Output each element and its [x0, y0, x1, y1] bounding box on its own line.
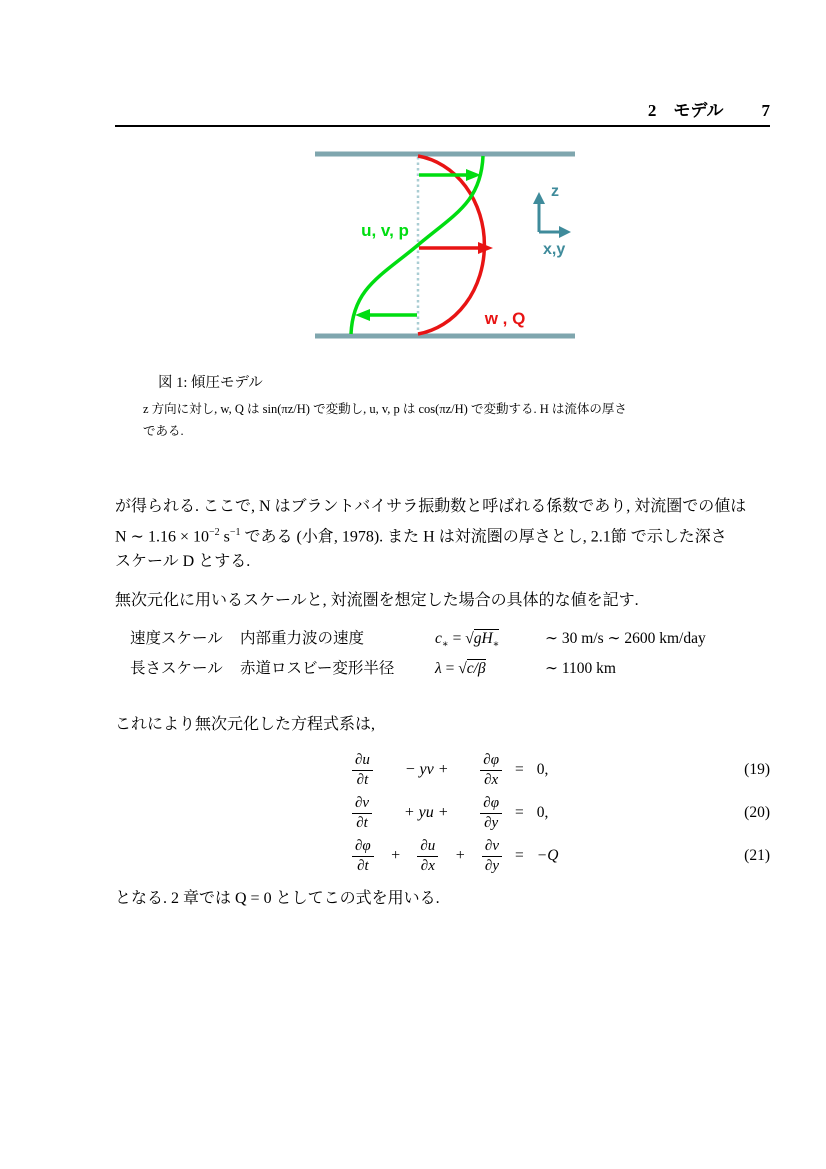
equation-rhs: 0,	[536, 761, 549, 778]
radicand	[473, 629, 500, 651]
caption-text-line1: z 方向に対し, w, Q は sin(πz/H) で変動し, u, v, p は cos(πz/H) で変動する. H は流体の厚さ	[143, 402, 627, 416]
figure-caption	[143, 372, 718, 442]
scales-table	[130, 626, 775, 686]
body-paragraph-3: これにより無次元化した方程式系は,	[115, 716, 376, 733]
scale-value: ∼ 1100 km	[545, 660, 616, 677]
page-number: 7	[761, 101, 770, 120]
equation-number: (21)	[744, 847, 770, 864]
equation-lhs	[352, 794, 502, 833]
paragraph-line: が得られる. ここで, N はブラントバイサラ振動数と呼ばれる係数であり, 対流圏での値は	[115, 498, 747, 515]
inline-text: N ∼ 1.16 × 10	[115, 527, 209, 545]
caption-title: 図 1: 傾圧モデル	[158, 375, 263, 391]
paragraph-line: スケール D とする.	[115, 553, 251, 571]
subscript: ∗	[441, 639, 449, 651]
inline-text: である (小倉, 1978). また H は対流圏の厚さとし, 2.1節 で示した深さ	[240, 527, 727, 545]
relation-sign: =	[515, 761, 524, 778]
subscript: ∗	[492, 639, 500, 651]
operator-term: + yu +	[403, 804, 449, 821]
fraction: $\frac{\partial\varphi}{\partial t}$	[352, 837, 374, 876]
header-rule	[115, 125, 770, 127]
relation-sign: =	[515, 847, 524, 864]
page-header	[115, 96, 770, 121]
xy-axis-arrowhead	[559, 226, 571, 238]
body-paragraph-2: 無次元化に用いるスケールと, 対流圏を想定した場合の具体的な値を記す.	[115, 592, 639, 609]
fraction: $\frac{\partial\varphi}{\partial x}$	[480, 751, 502, 790]
paragraph-line	[115, 520, 773, 550]
equation-number: (20)	[744, 804, 770, 821]
fraction: $\frac{\partial u}{\partial t}$	[352, 751, 373, 790]
z-axis-arrowhead	[533, 192, 545, 204]
equation-21	[115, 834, 770, 878]
section-heading: 2 モデル	[647, 101, 724, 120]
equation-lhs	[352, 751, 502, 790]
table-row	[130, 656, 775, 686]
equals-sign: =	[441, 660, 459, 677]
superscript: −2	[208, 526, 220, 538]
uvp-label: u, v, p	[361, 221, 409, 240]
equation-lhs	[352, 837, 502, 876]
superscript: −1	[229, 526, 241, 538]
operator-term: − yv +	[404, 761, 449, 778]
sqrt-sign: √	[465, 630, 474, 647]
caption-text-line2: である.	[143, 424, 184, 438]
baroclinic-model-diagram	[315, 150, 575, 340]
scale-description: 内部重力波の速度	[240, 630, 365, 647]
xy-axis-label: x,y	[543, 241, 566, 258]
scale-description: 赤道ロスビー変形半径	[240, 660, 395, 677]
fraction: $\frac{\partial v}{\partial y}$	[482, 837, 502, 876]
scale-formula	[435, 630, 545, 650]
scale-name: 速度スケール	[130, 630, 223, 647]
scale-formula	[435, 660, 545, 680]
wq-label: w , Q	[484, 309, 526, 328]
equation-19	[115, 748, 770, 792]
figure-baroclinic-model	[315, 150, 575, 340]
math-symbol: λ	[435, 660, 442, 677]
relation-sign: =	[515, 804, 524, 821]
scale-name: 長さスケール	[130, 660, 223, 677]
math-symbol: c	[435, 630, 442, 647]
closing-paragraph: となる. 2 章では Q = 0 としてこの式を用いる.	[115, 890, 440, 907]
uvp-bottom-arrowhead	[355, 309, 370, 321]
operator-term: +	[390, 847, 401, 864]
equation-20	[115, 791, 770, 835]
scale-value: ∼ 30 m/s ∼ 2600 km/day	[545, 630, 706, 647]
wq-profile-curve	[418, 156, 484, 334]
fraction: $\frac{\partial u}{\partial x}$	[417, 837, 438, 876]
math-symbol: c/β	[466, 660, 486, 677]
table-row	[130, 626, 775, 656]
radicand	[467, 659, 486, 677]
fraction: $\frac{\partial\varphi}{\partial y}$	[480, 794, 502, 833]
z-axis-label: z	[551, 183, 559, 200]
equation-rhs: 0,	[536, 804, 549, 821]
body-paragraph-1	[115, 494, 773, 575]
fraction: $\frac{\partial v}{\partial t}$	[352, 794, 372, 833]
inline-text: s	[219, 527, 230, 545]
equals-sign: =	[448, 630, 466, 647]
equation-rhs: −Q	[536, 847, 559, 864]
equation-number: (19)	[744, 761, 770, 778]
operator-term: +	[454, 847, 466, 864]
sqrt-sign: √	[458, 660, 467, 677]
math-symbol: gH	[473, 630, 493, 647]
